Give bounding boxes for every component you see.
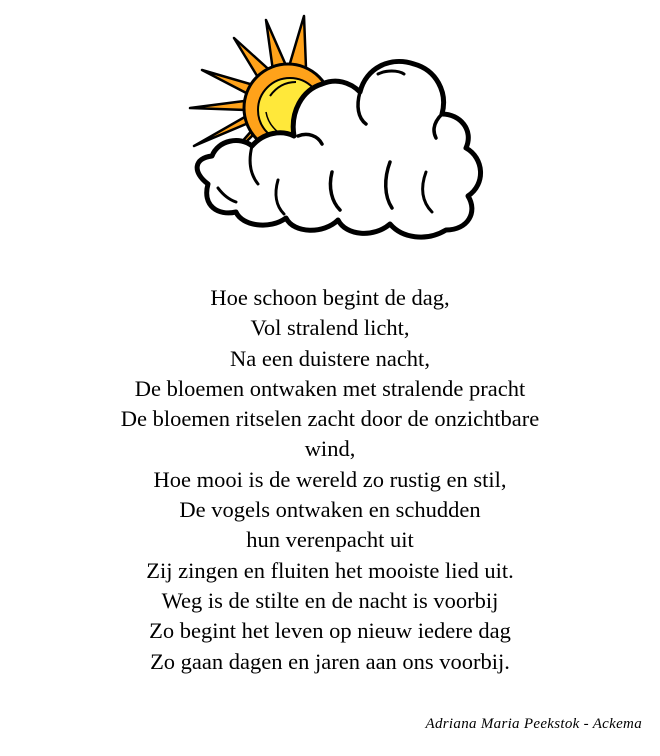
poem-line: wind, <box>304 436 356 462</box>
poem-line: Hoe schoon begint de dag, <box>210 285 450 310</box>
poem-line: Weg is de stilte en de nacht is voorbij <box>161 587 499 613</box>
poem-line: De bloemen ritselen zacht door de onzichtbare <box>120 406 540 432</box>
poem-line: Zij zingen en fluiten het mooiste lied uit. <box>146 557 514 583</box>
poem-line: Hoe mooi is de wereld zo rustig en stil, <box>153 466 507 492</box>
poem <box>0 283 660 677</box>
poem-line: De bloemen ontwaken met stralende pracht <box>134 375 526 401</box>
poem-line: hun verenpacht uit <box>246 527 414 553</box>
poem-line: Vol stralend licht, <box>250 315 410 341</box>
sun-behind-cloud-illustration <box>178 12 494 244</box>
poem-line: Na een duistere nacht, <box>230 345 430 371</box>
poem-line: De vogels ontwaken en schudden <box>179 497 481 523</box>
author-signature: Adriana Maria Peekstok - Ackema <box>425 716 642 732</box>
sun-behind-cloud-icon <box>178 12 494 244</box>
poem-line: Zo begint het leven op nieuw iedere dag <box>149 618 511 644</box>
poem-line: Zo gaan dagen en jaren aan ons voorbij. <box>150 648 510 674</box>
